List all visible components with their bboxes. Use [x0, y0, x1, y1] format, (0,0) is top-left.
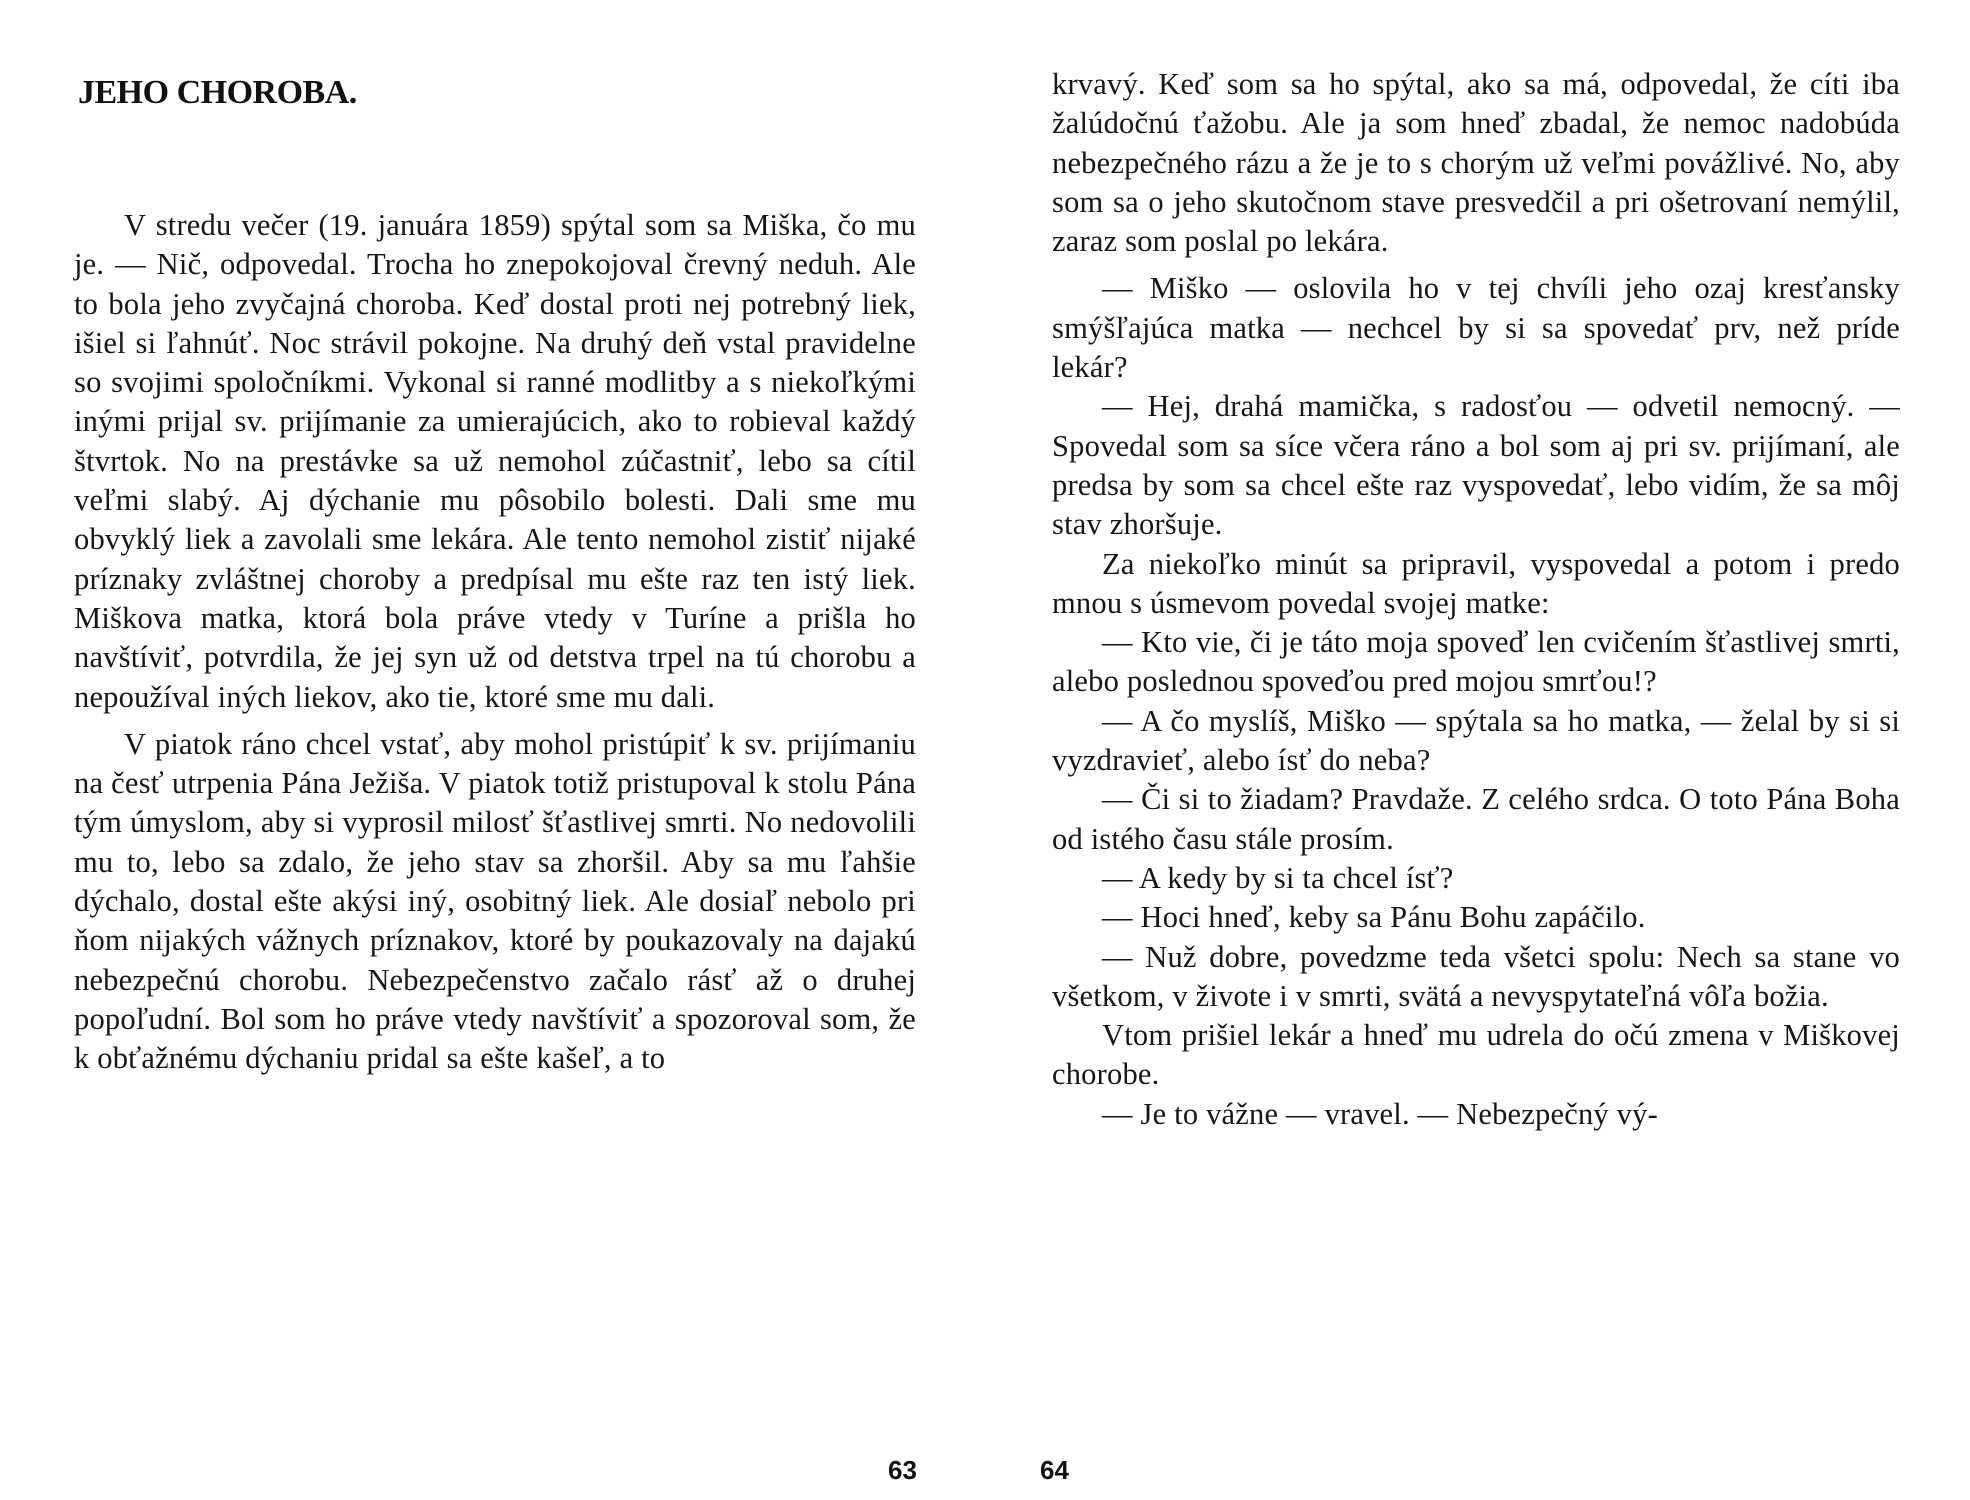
paragraph: V piatok ráno chcel vstať, aby mohol pristúpiť k sv. prijímaniu na česť utrpenia Pána Ježiša. V piatok totiž pristupoval k stolu Pána tým úmyslom, aby si vyprosil milosť šťastlivej smrti. No nedovolili mu to, lebo sa zdalo, že jeho stav sa zhoršil. Aby sa mu ľahšie dýchalo, dostal ešte akýsi iný, osobitný liek. Ale dosiaľ nebolo pri ňom nijakých vážnych príznakov, ktoré by poukazovaly na dajakú nebezpečnú chorobu. Nebezpečenstvo začalo rásť až o druhej popoľudní. Bol som ho práve vtedy navštíviť a spozoroval som, že k obťažnému dýchaniu pridal sa ešte kašeľ, a to — [74, 726, 916, 1076]
paragraph: krvavý. Keď som sa ho spýtal, ako sa má, odpovedal, že cíti iba žalúdočnú ťažobu. Ale ja som hneď zbadal, že nemoc nadobúda nebezpečného rázu a že je to s chorým už veľmi povážlivé. No, aby som sa o jeho skutočnom stave presvedčil a pri ošetrovaní nemýlil, zaraz som poslal po lekára. — [1052, 67, 1900, 259]
dialog-line: — Kto vie, či je táto moja spoveď len cvičením šťastlivej smrti, alebo poslednou spoveďou pred mojou smrťou!? — [1052, 625, 1900, 699]
paragraph: Za niekoľko minút sa pripravil, vyspovedal a potom i predo mnou s úsmevom povedal svojej matke: — [1052, 546, 1900, 620]
dialog-line: — A čo myslíš, Miško — spýtala sa ho matka, — želal by si si vyzdravieť, alebo ísť do neba? — [1052, 703, 1900, 778]
right-page-text — [1052, 65, 1900, 1134]
dialog-line: — Hej, drahá mamička, s radosťou — odvetil nemocný. — Spovedal som sa síce včera ráno a bol som aj pri sv. prijímaní, ale predsa by som sa chcel ešte raz vyspovedať, lebo vidím, že sa môj stav zhoršuje. — [1052, 389, 1900, 542]
dialog-line: — A kedy by si ta chcel ísť? — [1102, 860, 1454, 895]
dialog-line: — Nuž dobre, povedzme teda všetci spolu: Nech sa stane vo všetkom, v živote i v smrti, svätá a nevyspytateľná vôľa božia. — [1052, 939, 1900, 1013]
paragraph: Vtom prišiel lekár a hneď mu udrela do očú zmena v Miškovej chorobe. — [1052, 1018, 1900, 1092]
right-page — [985, 0, 1970, 1500]
dialog-line: — Či si to žiadam? Pravdaže. Z celého srdca. O toto Pána Boha od istého času stále prosím. — [1052, 782, 1900, 856]
chapter-title: JEHO CHOROBA. — [78, 74, 357, 111]
dialog-line: — Hoci hneď, keby sa Pánu Bohu zapáčilo. — [1102, 900, 1646, 935]
left-page-text — [74, 206, 916, 1087]
page-number-left: 63 — [888, 1455, 917, 1485]
dialog-line: — Miško — oslovila ho v tej chvíli jeho ozaj kresťansky smýšľajúca matka — nechcel by si sa spovedať prv, než príde lekár? — [1052, 271, 1900, 385]
page-number-right: 64 — [1040, 1455, 1069, 1485]
dialog-line: — Je to vážne — vravel. — Nebezpečný vý- — [1102, 1096, 1658, 1131]
paragraph: V stredu večer (19. januára 1859) spýtal som sa Miška, čo mu je. — Nič, odpovedal. Trocha ho znepokojoval črevný neduh. Ale to bola jeho zvyčajná choroba. Keď dostal proti nej potrebný liek, išiel si ľahnúť. Noc strávil pokojne. Na druhý deň vstal pravidelne so svojimi spoločníkmi. Vykonal si ranné modlitby a s niekoľkými inými prijal sv. prijímanie za umierajúcich, ako to robieval každý štvrtok. No na prestávke sa už nemohol zúčastniť, lebo sa cítil veľmi slabý. Aj dýchanie mu pôsobilo bolesti. Dali sme mu obvyklý liek a zavolali sme lekára. Ale tento nemohol zistiť nijaké príznaky zvláštnej choroby a predpísal mu ešte raz ten istý liek. Miškova matka, ktorá bola práve vtedy v Turíne a prišla ho navštíviť, potvrdila, že jej syn už od detstva trpel na tú chorobu a nepoužíval iných liekov, ako tie, ktoré sme mu dali. — [74, 208, 916, 714]
